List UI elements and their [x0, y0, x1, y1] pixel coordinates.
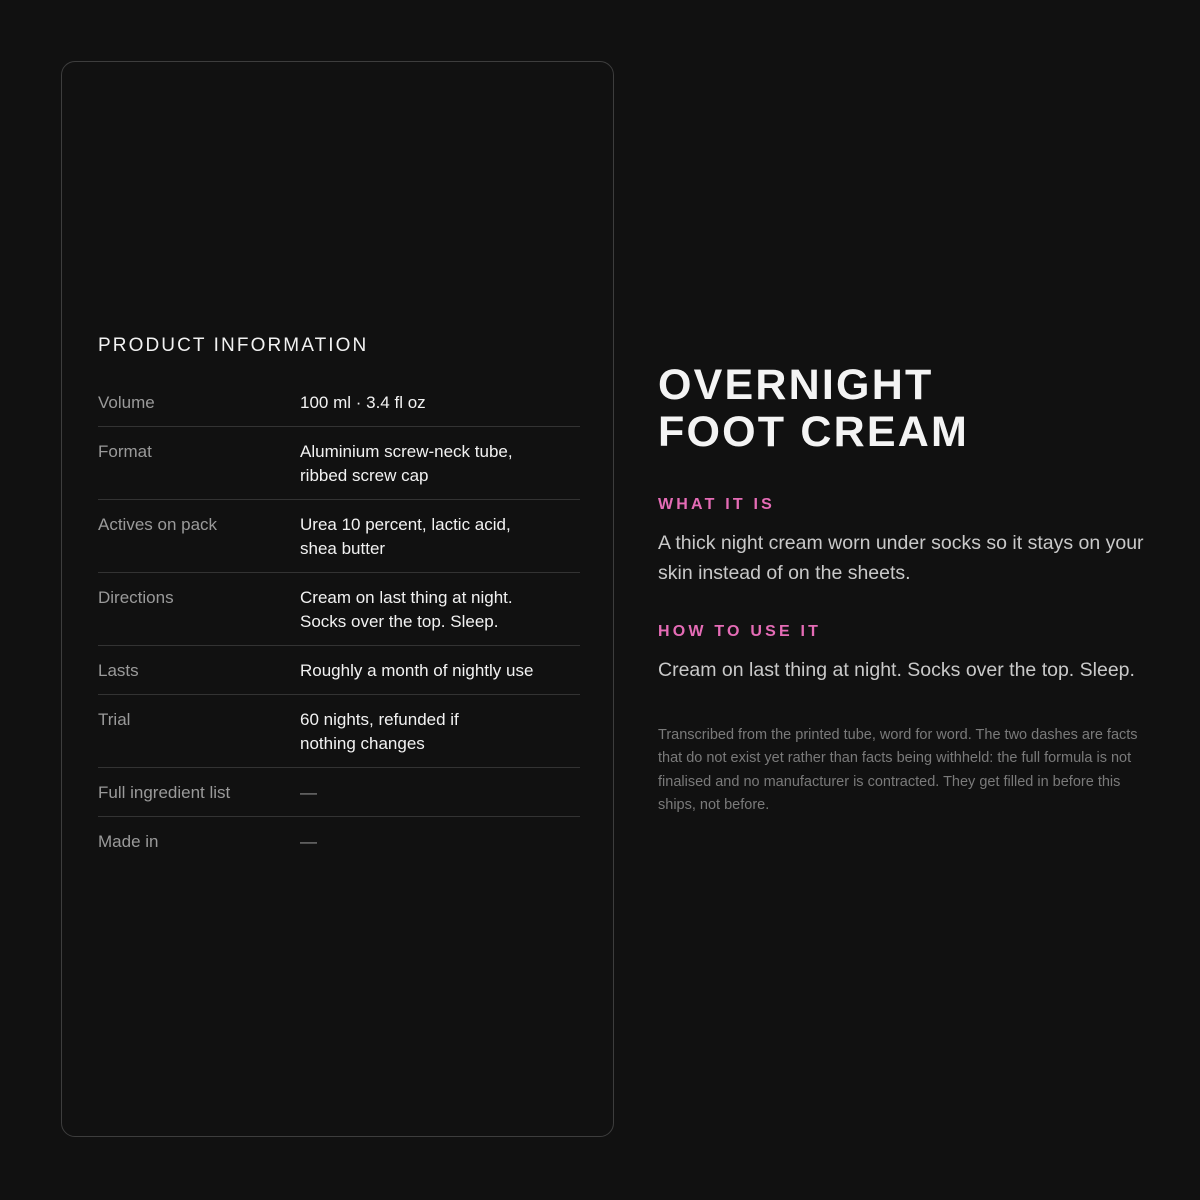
info-value: —	[300, 832, 317, 851]
info-value: —	[300, 783, 317, 802]
info-value: Cream on last thing at night. Socks over the top. Sleep.	[300, 588, 513, 631]
info-label: Format	[98, 442, 152, 461]
info-row-trial	[98, 695, 580, 768]
how-to-use-label: HOW TO USE IT	[658, 623, 822, 640]
info-row-directions	[98, 573, 580, 646]
transcription-note: Transcribed from the printed tube, word for word. The two dashes are facts that do not exist yet rather than facts being withheld: the full formula is not finalised and no manufacturer is contracted. They get filled in before this ships, not before.	[658, 727, 1138, 813]
product-info-table	[98, 378, 580, 865]
info-row-volume	[98, 378, 580, 427]
product-info-heading: PRODUCT INFORMATION	[98, 335, 369, 356]
info-row-actives	[98, 500, 580, 573]
info-row-ingredients	[98, 768, 580, 817]
info-label: Lasts	[98, 661, 139, 680]
info-value: 60 nights, refunded if nothing changes	[300, 710, 459, 753]
info-label: Actives on pack	[98, 515, 218, 534]
info-value: 100 ml · 3.4 fl oz	[300, 393, 426, 412]
info-value: Aluminium screw-neck tube, ribbed screw cap	[300, 442, 513, 485]
product-title: OVERNIGHT FOOT CREAM	[658, 361, 970, 456]
info-value: Urea 10 percent, lactic acid, shea butter	[300, 515, 511, 558]
info-row-format	[98, 427, 580, 500]
what-it-is-label: WHAT IT IS	[658, 496, 776, 513]
info-label: Volume	[98, 393, 155, 412]
info-label: Made in	[98, 832, 159, 851]
how-to-use-text: Cream on last thing at night. Socks over the top. Sleep.	[658, 659, 1135, 681]
info-label: Full ingredient list	[98, 783, 231, 802]
product-description	[658, 362, 1148, 817]
info-value: Roughly a month of nightly use	[300, 661, 534, 680]
what-it-is-text: A thick night cream worn under socks so it stays on your skin instead of on the sheets.	[658, 532, 1144, 584]
info-row-lasts	[98, 646, 580, 695]
info-label: Directions	[98, 588, 174, 607]
info-label: Trial	[98, 710, 131, 729]
info-row-made-in	[98, 817, 580, 865]
